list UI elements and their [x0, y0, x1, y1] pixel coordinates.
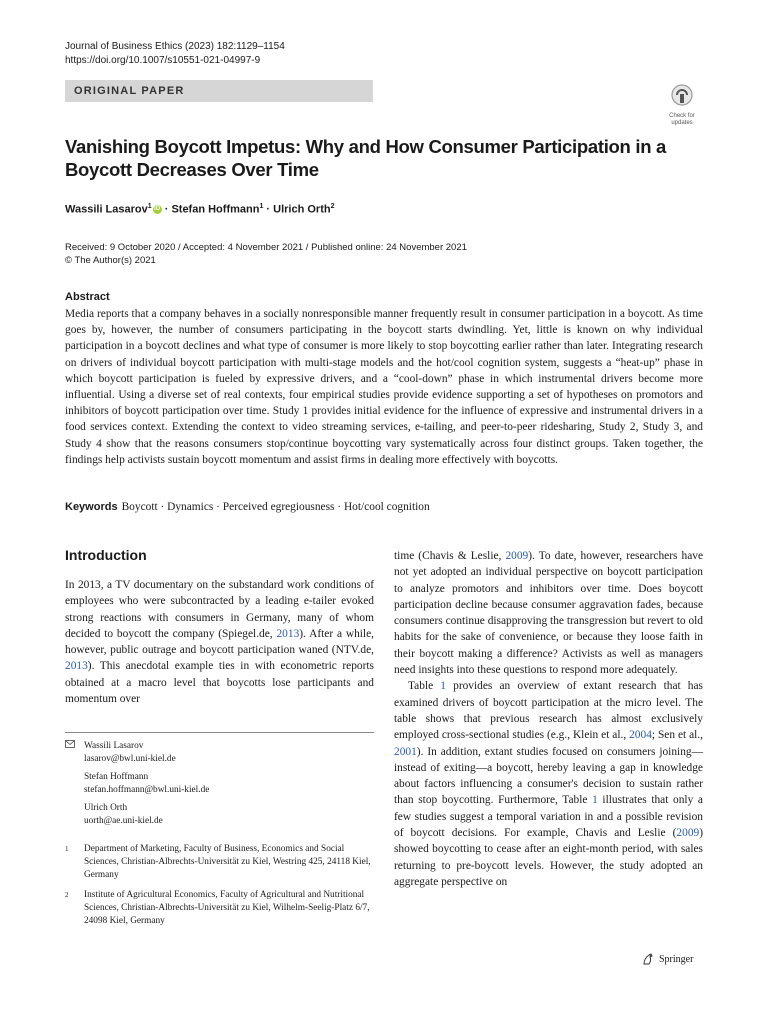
keywords-label: Keywords [65, 501, 118, 513]
author-name[interactable]: Ulrich Orth [273, 203, 331, 216]
citation-link[interactable]: 2009 [676, 827, 700, 840]
contact-name: Ulrich Orth [84, 803, 128, 813]
contact-name: Stefan Hoffmann [84, 772, 149, 782]
affiliation-text: Institute of Agricultural Economics, Faculty of Agricultural and Nutritional Sciences, Christian-Albrechts-Universität zu Kiel, Wilhelm-Seelig-Platz 6/7, 24098 Kiel, Germany [84, 890, 370, 926]
contact-entry [65, 771, 374, 797]
paragraph-text-run: In 2013, a TV documentary on the substandard work conditions of employees who were subcontracted by a leading e-tailer evoked strong reactions with consumers in Germany, many of whom decided to boycott the company (Spiegel.de, [65, 579, 374, 640]
contact-email[interactable]: uorth@ae.uni-kiel.de [84, 816, 163, 826]
citation-link[interactable]: 2009 [505, 550, 529, 562]
publisher-footer [641, 952, 693, 966]
affiliation-2 [65, 889, 374, 928]
affiliation-text: Department of Marketing, Faculty of Business, Economics and Social Sciences, Christian-Albrechts-Universität zu Kiel, Westring 425, 24118 Kiel, Germany [84, 844, 371, 880]
affiliation-number: 1 [65, 845, 69, 853]
article-type-banner: ORIGINAL PAPER [65, 80, 373, 102]
paragraph-text-run: ) showed boycotting to cease after an eight-month period, with sales returning to pre-boycott levels. However, the study adopted an aggregate perspective on [394, 827, 703, 888]
citation-link[interactable]: 1 [440, 680, 446, 693]
affiliation-1 [65, 843, 374, 882]
paragraph-text-run: time (Chavis & Leslie, [394, 550, 506, 562]
intro-paragraph-right-1 [394, 548, 703, 678]
corresponding-contacts [65, 740, 374, 833]
author-name[interactable]: Stefan Hoffmann [171, 203, 260, 216]
intro-paragraph-left [65, 577, 374, 707]
crossmark-label-2: updates [671, 120, 693, 126]
orcid-icon[interactable]: iD [154, 206, 161, 213]
contact-email[interactable]: lasarov@bwl.uni-kiel.de [84, 754, 176, 764]
paragraph-text-run: ). This anecdotal example ties in with econometric reports obtained at a macro level that boycotts lose participants and momentum over [65, 660, 374, 706]
envelope-icon [65, 740, 84, 766]
author-affiliation-marker: 2 [330, 203, 335, 210]
author-separator: · [263, 203, 274, 216]
history-line: Received: 9 October 2020 / Accepted: 4 November 2021 / Published online: 24 November 2021 [65, 242, 467, 253]
contact-entry [65, 740, 374, 766]
paragraph-text-run: Table [408, 680, 441, 693]
citation-link[interactable]: 2013 [65, 660, 88, 673]
keywords-text: Boycott · Dynamics · Perceived egregiousness · Hot/cool cognition [121, 501, 430, 513]
author-list [65, 203, 334, 216]
paragraph-text-run: ). After a while, however, public outrage and boycott participation waned (NTV.de, [65, 627, 374, 657]
journal-header [65, 40, 285, 68]
paragraph-text-run: ). In addition, extant studies focused on consumers joining—instead of exiting—a boycott, hereby leaving a gap in knowledge about factors influencing a consumer's decision to sustain rather than stop boycotting. Furthermore, Table [394, 745, 703, 807]
abstract-text: Media reports that a company behaves in a socially nonresponsible manner frequently result in consumer participation in a boycott. As time goes by, however, the number of consumers participating in the boycott starts dwindling. Yet, little is known on why individual participation in a boycott declines and what type of consumer is more likely to stop boycotting earlier rather than later. Integrating research on drivers of individual boycott participation with multi-stage models and the hot/cool cognition system, suggests a “heat-up” phase in which boycott participation is fueled by expressive drivers, and a “cool-down” phase in which instrumental drivers become more influential. Using a diverse set of real contexts, four empirical studies provide evidence supporting a set of hypotheses on promotors and inhibitors of boycott participation over time. Study 1 provides initial evidence for the influence of expressive and instrumental drivers in a food services context. Extending the context to video streaming services, e-tailing, and peer-to-peer ridesharing, Study 2, Study 3, and Study 4 show that the reasons consumers stop/continue boycotting vary systematically across four distinct groups. Taken together, the findings help activists sustain boycott momentum and assist firms in dealing more effectively with boycotts. [65, 308, 703, 466]
paragraph-text-run: ; Sen et al., [651, 729, 703, 742]
springer-horse-icon [641, 952, 655, 966]
author-separator: · [161, 203, 172, 216]
author-affiliation-marker: 1 [259, 203, 264, 210]
copyright-line: © The Author(s) 2021 [65, 254, 156, 266]
citation-link[interactable]: 1 [592, 794, 598, 807]
check-for-updates-badge[interactable] [663, 84, 701, 124]
paragraph-text-run: illustrates that only a few studies suggest a temporal variation in and a possible revision of boycott decisions. For example, Chavis and Leslie ( [394, 794, 703, 840]
contact-email[interactable]: stefan.hoffmann@bwl.uni-kiel.de [84, 785, 210, 795]
crossmark-label-1: Check for [669, 113, 695, 119]
contact-entry [65, 802, 374, 828]
doi-link[interactable]: https://doi.org/10.1007/s10551-021-04997-9 [65, 55, 261, 66]
author-affiliation-marker: 1 [147, 203, 152, 210]
right-column [394, 548, 703, 890]
citation-link[interactable]: 2013 [276, 627, 300, 640]
affiliation-number: 2 [65, 891, 69, 899]
publication-dates [65, 242, 467, 267]
keywords-line [65, 501, 430, 513]
contact-name: Wassili Lasarov [84, 741, 144, 751]
publisher-name: Springer [659, 953, 694, 965]
journal-citation: Journal of Business Ethics (2023) 182:1129–1154 [65, 41, 285, 52]
intro-paragraph-right-2 [394, 678, 703, 890]
citation-link[interactable]: 2001 [394, 745, 417, 758]
crossmark-icon [671, 84, 693, 108]
paragraph-text-run: ). To date, however, researchers have not yet adopted an individual perspective on boycott participation to analyze promotors and inhibitors over time. Does boycott participation decline because consumer aggravation fades, because consumers continue disapproving the transgression but revert to old habits for the sake of convenience, or because they loose faith in their boycott making a difference? Activists as well as managers need insights into these questions to respond more adequately. [394, 550, 703, 677]
footnote-rule [65, 732, 374, 733]
article-title: Vanishing Boycott Impetus: Why and How Consumer Participation in a Boycott Decreases Over Time [65, 136, 667, 180]
section-heading-introduction: Introduction [65, 547, 147, 563]
paragraph-text-run: provides an overview of extant research that has examined drivers of boycott participation at the micro level. The table shows that previous research has almost exclusively employed cross-sectional studies (e.g., Klein et al., [394, 680, 703, 742]
citation-link[interactable]: 2004 [629, 729, 652, 742]
abstract-heading: Abstract [65, 291, 110, 303]
author-name[interactable]: Wassili Lasarov [65, 203, 148, 216]
